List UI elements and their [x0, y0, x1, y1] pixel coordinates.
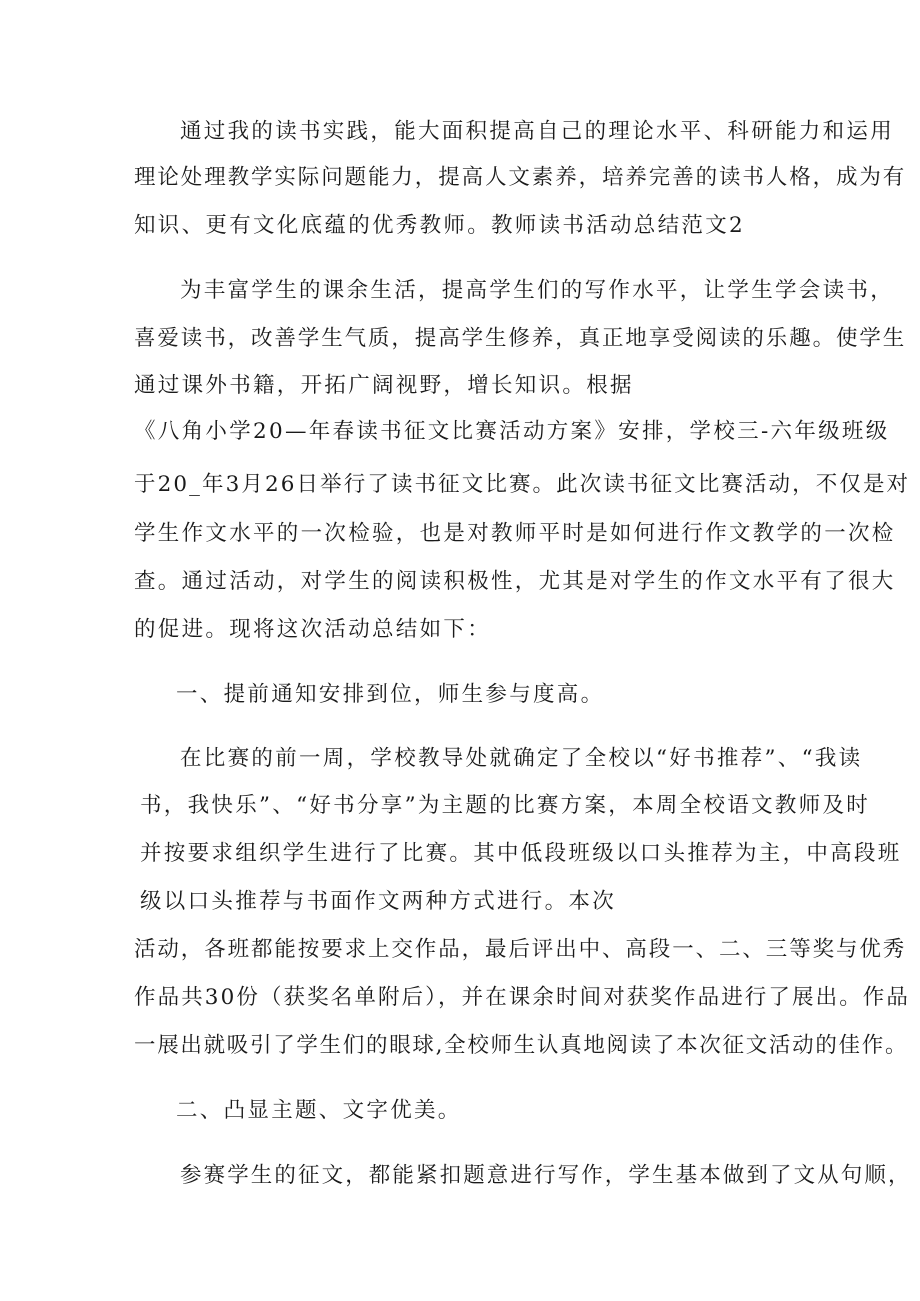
- text-line: 知识、更有文化底蕴的优秀教师。教师读书活动总结范文2: [134, 213, 745, 238]
- text-line: 通过课外书籍，开拓广阔视野，增长知识。根据: [134, 373, 634, 398]
- section-heading: 一、提前通知安排到位，师生参与度高。: [176, 682, 605, 707]
- text-line: 学生作文水平的一次检验，也是对教师平时是如何进行作文教学的一次检: [134, 521, 896, 546]
- text-line: 查。通过活动，对学生的阅读积极性，尤其是对学生的作文水平有了很大: [134, 569, 896, 594]
- text-line: 作品共30份（获奖名单附后），并在课余时间对获奖作品进行了展出。作品: [134, 985, 911, 1010]
- text-line: 书，我快乐”、“好书分享”为主题的比赛方案，本周全校语文教师及时: [140, 793, 871, 818]
- text-line: 《八角小学20—年春读书征文比赛活动方案》安排，学校三-六年级班级: [134, 419, 890, 444]
- text-line: 一展出就吸引了学生们的眼球,全校师生认真地阅读了本次征文活动的佳作。: [134, 1033, 909, 1058]
- text-line: 活动，各班都能按要求上交作品，最后评出中、高段一、二、三等奖与优秀: [134, 937, 907, 962]
- text-line: 于20_年3月26日举行了读书征文比赛。此次读书征文比赛活动，不仅是对: [134, 472, 911, 497]
- text-line: 通过我的读书实践，能大面积提高自己的理论水平、科研能力和运用: [180, 119, 895, 144]
- text-line: 喜爱读书，改善学生气质，提高学生修养，真正地享受阅读的乐趣。使学生: [134, 326, 907, 351]
- text-line: 的促进。现将这次活动总结如下：: [134, 617, 492, 642]
- text-line: 参赛学生的征文，都能紧扣题意进行写作，学生基本做到了文从句顺，: [180, 1163, 912, 1188]
- text-line: 理论处理教学实际问题能力，提高人文素养，培养完善的读书人格，成为有: [134, 165, 907, 190]
- text-line: 在比赛的前一周，学校教导处就确定了全校以“好书推荐”、“我读: [180, 746, 863, 771]
- text-line: 为丰富学生的课余生活，提高学生们的写作水平，让学生学会读书，: [180, 278, 895, 303]
- text-line: 级以口头推荐与书面作文两种方式进行。本次: [140, 889, 617, 914]
- text-line: 并按要求组织学生进行了比赛。其中低段班级以口头推荐为主，中高段班: [140, 841, 902, 866]
- section-heading: 二、凸显主题、文字优美。: [176, 1098, 462, 1123]
